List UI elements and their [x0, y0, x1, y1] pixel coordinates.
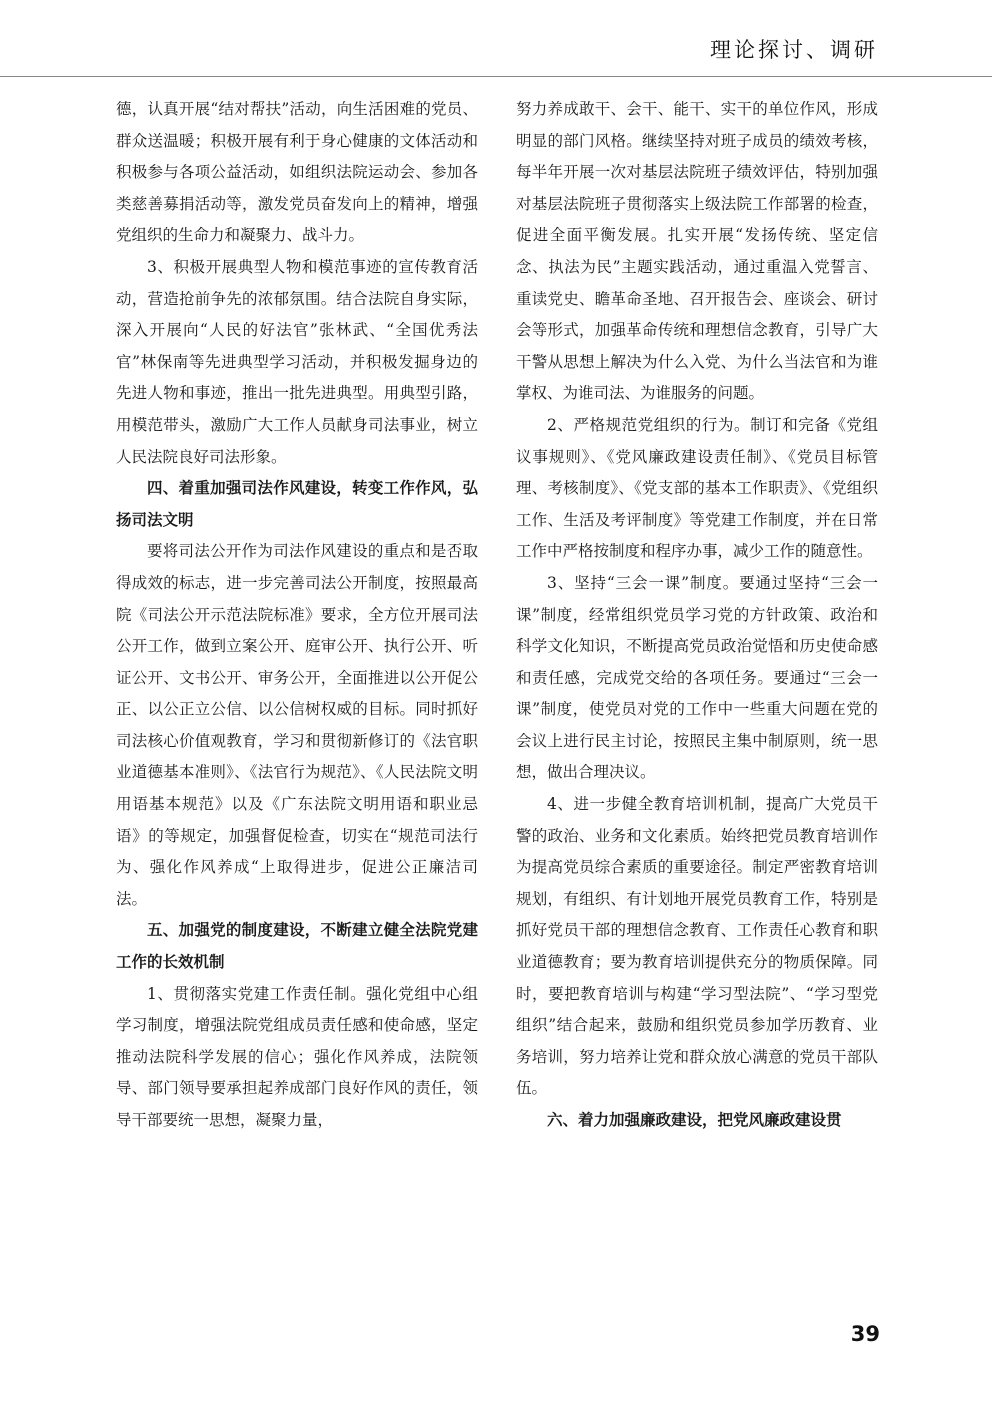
section-heading: 五、加强党的制度建设，不断建立健全法院党建工作的长效机制	[116, 921, 478, 972]
paragraph: 努力养成敢干、会干、能干、实干的单位作风，形成明显的部门风格。继续坚持对班子成员的绩效考核，每半年开展一次对基层法院班子绩效评估，特别加强对基层法院班子贯彻落实上级法院工作部署的检查，促进全面平衡发展。扎实开展“发扬传统、坚定信念、执法为民”主题实践活动，通过重温入党誓言、重读党史、瞻革命圣地、召开报告会、座谈会、研讨会等形式，加强革命传统和理想信念教育，引导广大干警从思想上解决为什么入党、为什么当法官和为谁掌权、为谁司法、为谁服务的问题。	[516, 100, 878, 403]
paragraph: 要将司法公开作为司法作风建设的重点和是否取得成效的标志，进一步完善司法公开制度，按照最高院《司法公开示范法院标准》要求，全方位开展司法公开工作，做到立案公开、庭审公开、执行公开、听证公开、文书公开、审务公开，全面推进以公开促公正、以公正立公信、以公信树权威的目标。同时抓好司法核心价值观教育，学习和贯彻新修订的《法官职业道德基本准则》、《法官行为规范》、《人民法院文明用语基本规范》以及《广东法院文明用语和职业忌语》的等规定，加强督促检查，切实在“规范司法行为、强化作风养成“上取得进步，促进公正廉洁司法。	[116, 542, 478, 908]
header-divider	[0, 76, 992, 77]
section-heading: 四、着重加强司法作风建设，转变工作作风，弘扬司法文明	[116, 479, 478, 529]
section-heading: 六、着力加强廉政建设，把党风廉政建设贯	[547, 1111, 842, 1129]
paragraph: 3、积极开展典型人物和模范事迹的宣传教育活动，营造抢前争先的浓郁氛围。结合法院自身实际，深入开展向“人民的好法官”张林武、“全国优秀法官”林保南等先进典型学习活动，并积极发掘身边的先进人物和事迹，推出一批先进典型。用典型引路，用模范带头，激励广大工作人员献身司法事业，树立人民法院良好司法形象。	[116, 257, 478, 466]
left-column	[116, 94, 478, 1137]
paragraph: 2、严格规范党组织的行为。制订和完备《党组议事规则》、《党风廉政建设责任制》、《党员目标管理、考核制度》、《党支部的基本工作职责》、《党组织工作、生活及考评制度》等党建工作制度，并在日常工作中严格按制度和程序办事，减少工作的随意性。	[516, 415, 878, 561]
paragraph: 4、进一步健全教育培训机制，提高广大党员干警的政治、业务和文化素质。始终把党员教育培训作为提高党员综合素质的重要途径。制定严密教育培训规划，有组织、有计划地开展党员教育工作，特别是抓好党员干部的理想信念教育、工作责任心教育和职业道德教育；要为教育培训提供充分的物质保障。同时，要把教育培训与构建“学习型法院”、“学习型党组织”结合起来，鼓励和组织党员参加学历教育、业务培训，努力培养让党和群众放心满意的党员干部队伍。	[516, 795, 878, 1098]
paragraph: 3、坚持“三会一课”制度。要通过坚持“三会一课”制度，经常组织党员学习党的方针政策、政治和科学文化知识，不断提高党员政治觉悟和历史使命感和责任感，完成党交给的各项任务。要通过“三会一课”制度，使党员对党的工作中一些重大问题在党的会议上进行民主讨论，按照民主集中制原则，统一思想，做出合理决议。	[516, 573, 878, 782]
paragraph: 1、贯彻落实党建工作责任制。强化党组中心组学习制度，增强法院党组成员责任感和使命感，坚定推动法院科学发展的信心；强化作风养成，法院领导、部门领导要承担起养成部门良好作风的责任，领导干部要统一思想，凝聚力量，	[116, 984, 478, 1129]
paragraph: 德，认真开展“结对帮扶”活动，向生活困难的党员、群众送温暖；积极开展有利于身心健康的文体活动和积极参与各项公益活动，如组织法院运动会、参加各类慈善募捐活动等，激发党员奋发向上的精神，增强党组织的生命力和凝聚力、战斗力。	[116, 100, 478, 245]
page-number: 39	[850, 1322, 880, 1346]
right-column	[516, 94, 878, 1137]
section-title: 理论探讨、调研	[710, 38, 878, 62]
